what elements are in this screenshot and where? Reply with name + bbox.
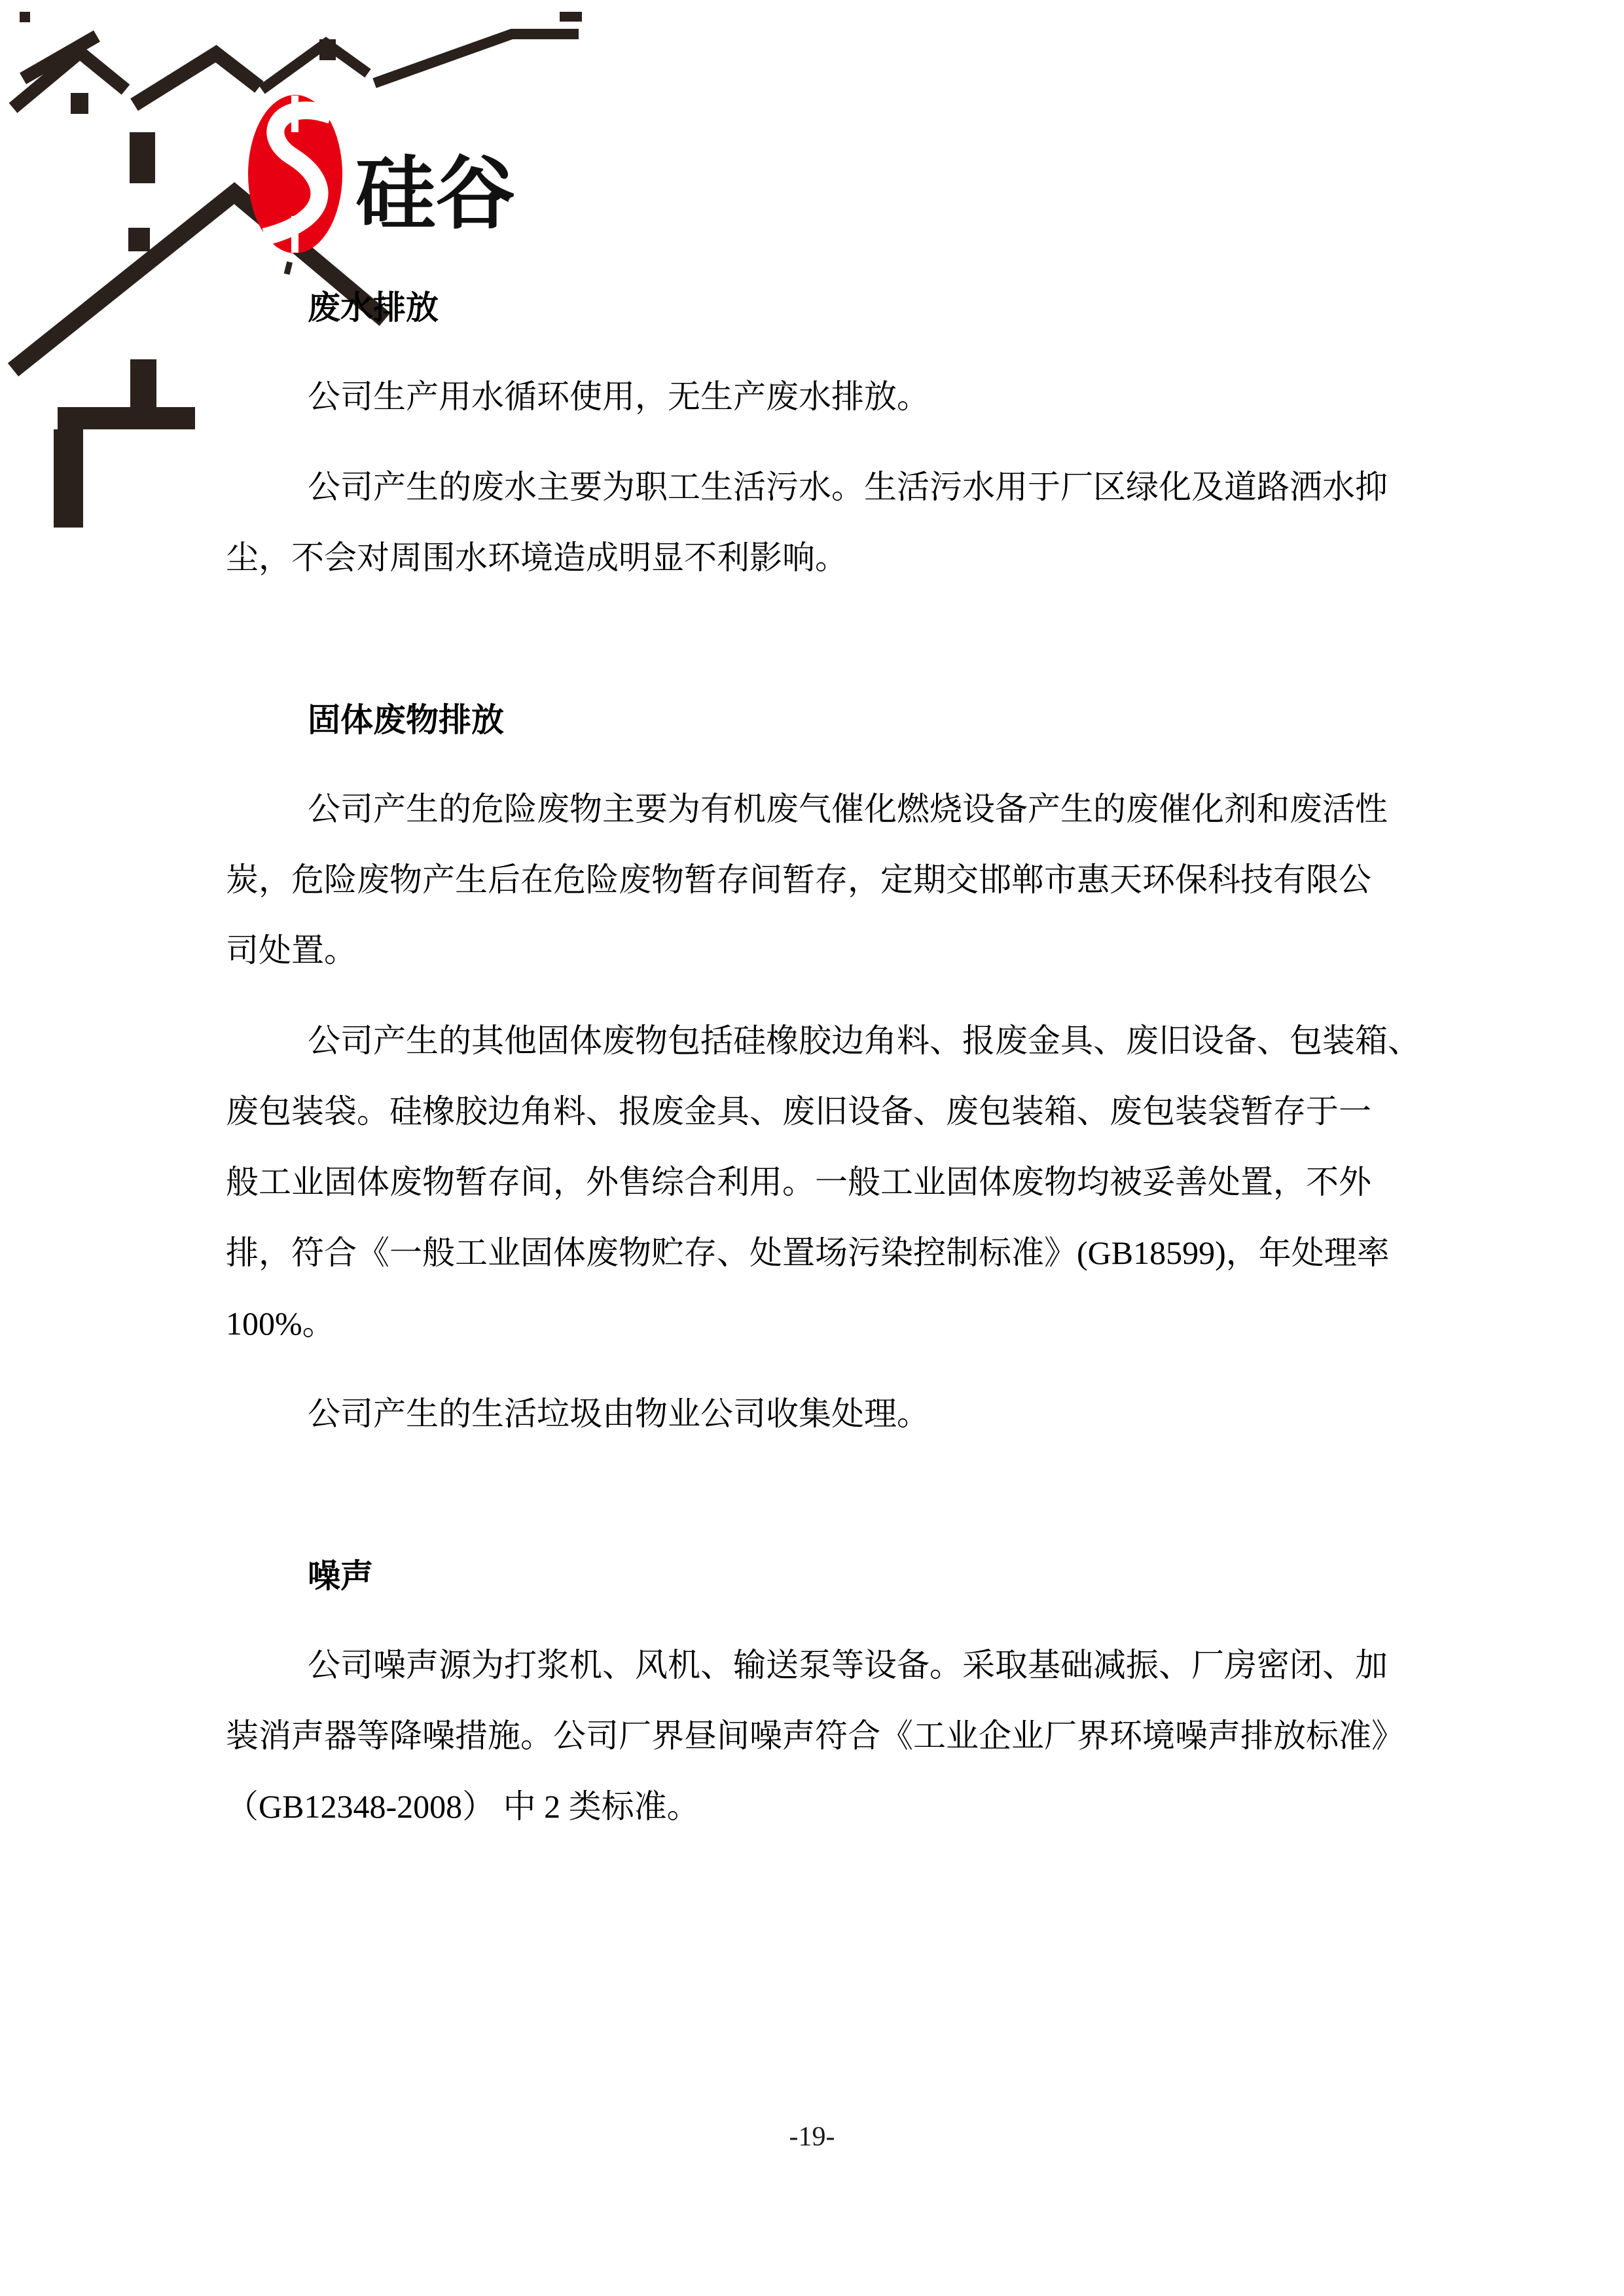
page-footer xyxy=(0,2119,1624,2155)
report-body xyxy=(226,272,1420,1861)
s-emblem-icon xyxy=(248,95,342,253)
section-heading: 固体废物排放 xyxy=(308,702,504,738)
body-paragraph: 公司产生的其他固体废物包括硅橡胶边角料、报废金具、废旧设备、包装箱、 废包装袋。硅橡胶边角料、报废金具、废旧设备、废包装箱、废包装袋暂存于一 般工业固体废物暂存间，外售综合利用。一般工业固体废物均被妥善处置，不外 排，符合《一般工业固体废物贮存、处置场污染控制标准》(GB18599)，年处理率 100%。 xyxy=(226,1022,1420,1342)
body-paragraph: 公司产生的生活垃圾由物业公司收集处理。 xyxy=(308,1395,929,1432)
section-heading: 废水排放 xyxy=(308,289,439,326)
section-heading: 噪声 xyxy=(308,1558,373,1594)
body-paragraph: 公司产生的危险废物主要为有机废气催化燃烧设备产生的废催化剂和废活性 炭，危险废物产生后在危险废物暂存间暂存，定期交邯郸市惠天环保科技有限公 司处置。 xyxy=(226,791,1388,969)
body-paragraph: 公司产生的废水主要为职工生活污水。生活污水用于厂区绿化及道路洒水抑 尘，不会对周围水环境造成明显不利影响。 xyxy=(226,469,1388,576)
logo-wordmark: 硅谷 xyxy=(355,149,515,238)
page-number: -19- xyxy=(789,2122,835,2152)
body-paragraph: 公司生产用水循环使用，无生产废水排放。 xyxy=(308,378,929,415)
body-paragraph: 公司噪声源为打浆机、风机、输送泵等设备。采取基础减振、厂房密闭、加 装消声器等降噪措施。公司厂界昼间噪声符合《工业企业厂界环境噪声排放标准》 （GB12348-2008） 中 2 类标准。 xyxy=(226,1647,1404,1825)
